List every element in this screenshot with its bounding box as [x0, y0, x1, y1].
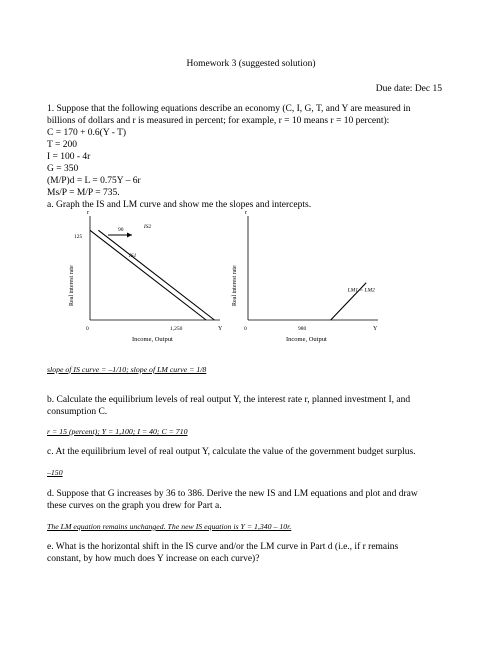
equation-investment: I = 100 - 4r: [47, 152, 91, 162]
part-b-question-line2: consumption C.: [47, 407, 108, 417]
equation-consumption: C = 170 + 0.6(Y - T): [47, 128, 127, 138]
is-chart-origin: 0: [86, 326, 89, 332]
part-c-question: c. At the equilibrium level of real output Y, calculate the value of the government budget surplus.: [47, 447, 416, 457]
part-a-answer: slope of IS curve = –1/10; slope of LM curve = 1/8: [47, 365, 207, 374]
series-label-lm1-lm2: LM1 = LM2: [347, 287, 375, 294]
is-chart-y-symbol: r: [87, 210, 89, 216]
part-d-answer: The LM equation remains unchanged. The new IS equation is Y = 1,340 – 10r.: [47, 522, 292, 531]
is-curve-chart: [60, 208, 230, 358]
series-line-is2: [98, 230, 214, 320]
lm-curve-chart: [228, 208, 398, 358]
lm-chart-y-symbol: r: [245, 210, 247, 216]
is-chart-x-tick: 1,250: [170, 326, 183, 332]
due-date: Due date: Dec 15: [375, 84, 442, 94]
lm-series-group: [331, 283, 375, 320]
equation-money-supply: Ms/P = M/P = 735.: [47, 188, 120, 198]
part-a-question: a. Graph the IS and LM curve and show me the slopes and intercepts.: [47, 200, 312, 210]
is-chart-x-symbol: Y: [218, 326, 223, 332]
lm-chart-x-tick: 980: [298, 326, 307, 332]
part-b-answer: r = 15 (percent); Y = 1,100; I = 40; C = 710: [47, 427, 188, 436]
equation-money-demand: (M/P)d = L = 0.75Y – 6r: [47, 176, 141, 186]
equation-government: G = 350: [47, 164, 79, 174]
part-c-answer: –150: [47, 468, 63, 477]
series-label-is2: IS2: [143, 224, 152, 231]
part-d-question-line1: d. Suppose that G increases by 36 to 386. Derive the new IS and LM equations and plot and draw: [47, 489, 418, 499]
document-title: Homework 3 (suggested solution): [186, 59, 316, 69]
is-series-group: [90, 224, 214, 320]
question-1-intro-line2: billions of dollars and r is measured in percent; for example, r = 10 means r = 10 percent):: [47, 116, 390, 126]
series-label-is1: IS1: [129, 252, 137, 259]
lm-chart-origin: 0: [244, 326, 247, 332]
series-line-is1: [90, 230, 206, 320]
lm-chart-ylabel: Real interest rate: [232, 265, 238, 306]
equation-taxes: T = 200: [47, 140, 77, 150]
part-e-question-line1: e. What is the horizontal shift in the IS curve and/or the LM curve in Part d (i.e., if r remains: [47, 542, 399, 552]
is-shift-label: 90: [118, 227, 124, 233]
question-1-intro-line1: 1. Suppose that the following equations describe an economy (C, I, G, T, and Y are measured in: [47, 104, 411, 114]
part-b-question-line1: b. Calculate the equilibrium levels of real output Y, the interest rate r, planned investment I, and: [47, 395, 411, 405]
is-shift-arrowhead: [127, 233, 132, 238]
part-e-question-line2: constant, by how much does Y increase on each curve)?: [47, 554, 260, 564]
is-chart-xlabel: Income, Output: [132, 336, 173, 343]
lm-chart-xlabel: Income, Output: [286, 336, 327, 343]
part-d-question-line2: these curves on the graph you drew for Part a.: [47, 501, 222, 511]
is-chart-ylabel: Real interest rate: [69, 265, 75, 306]
lm-chart-x-symbol: Y: [373, 326, 378, 332]
is-chart-y-tick: 125: [74, 234, 83, 240]
